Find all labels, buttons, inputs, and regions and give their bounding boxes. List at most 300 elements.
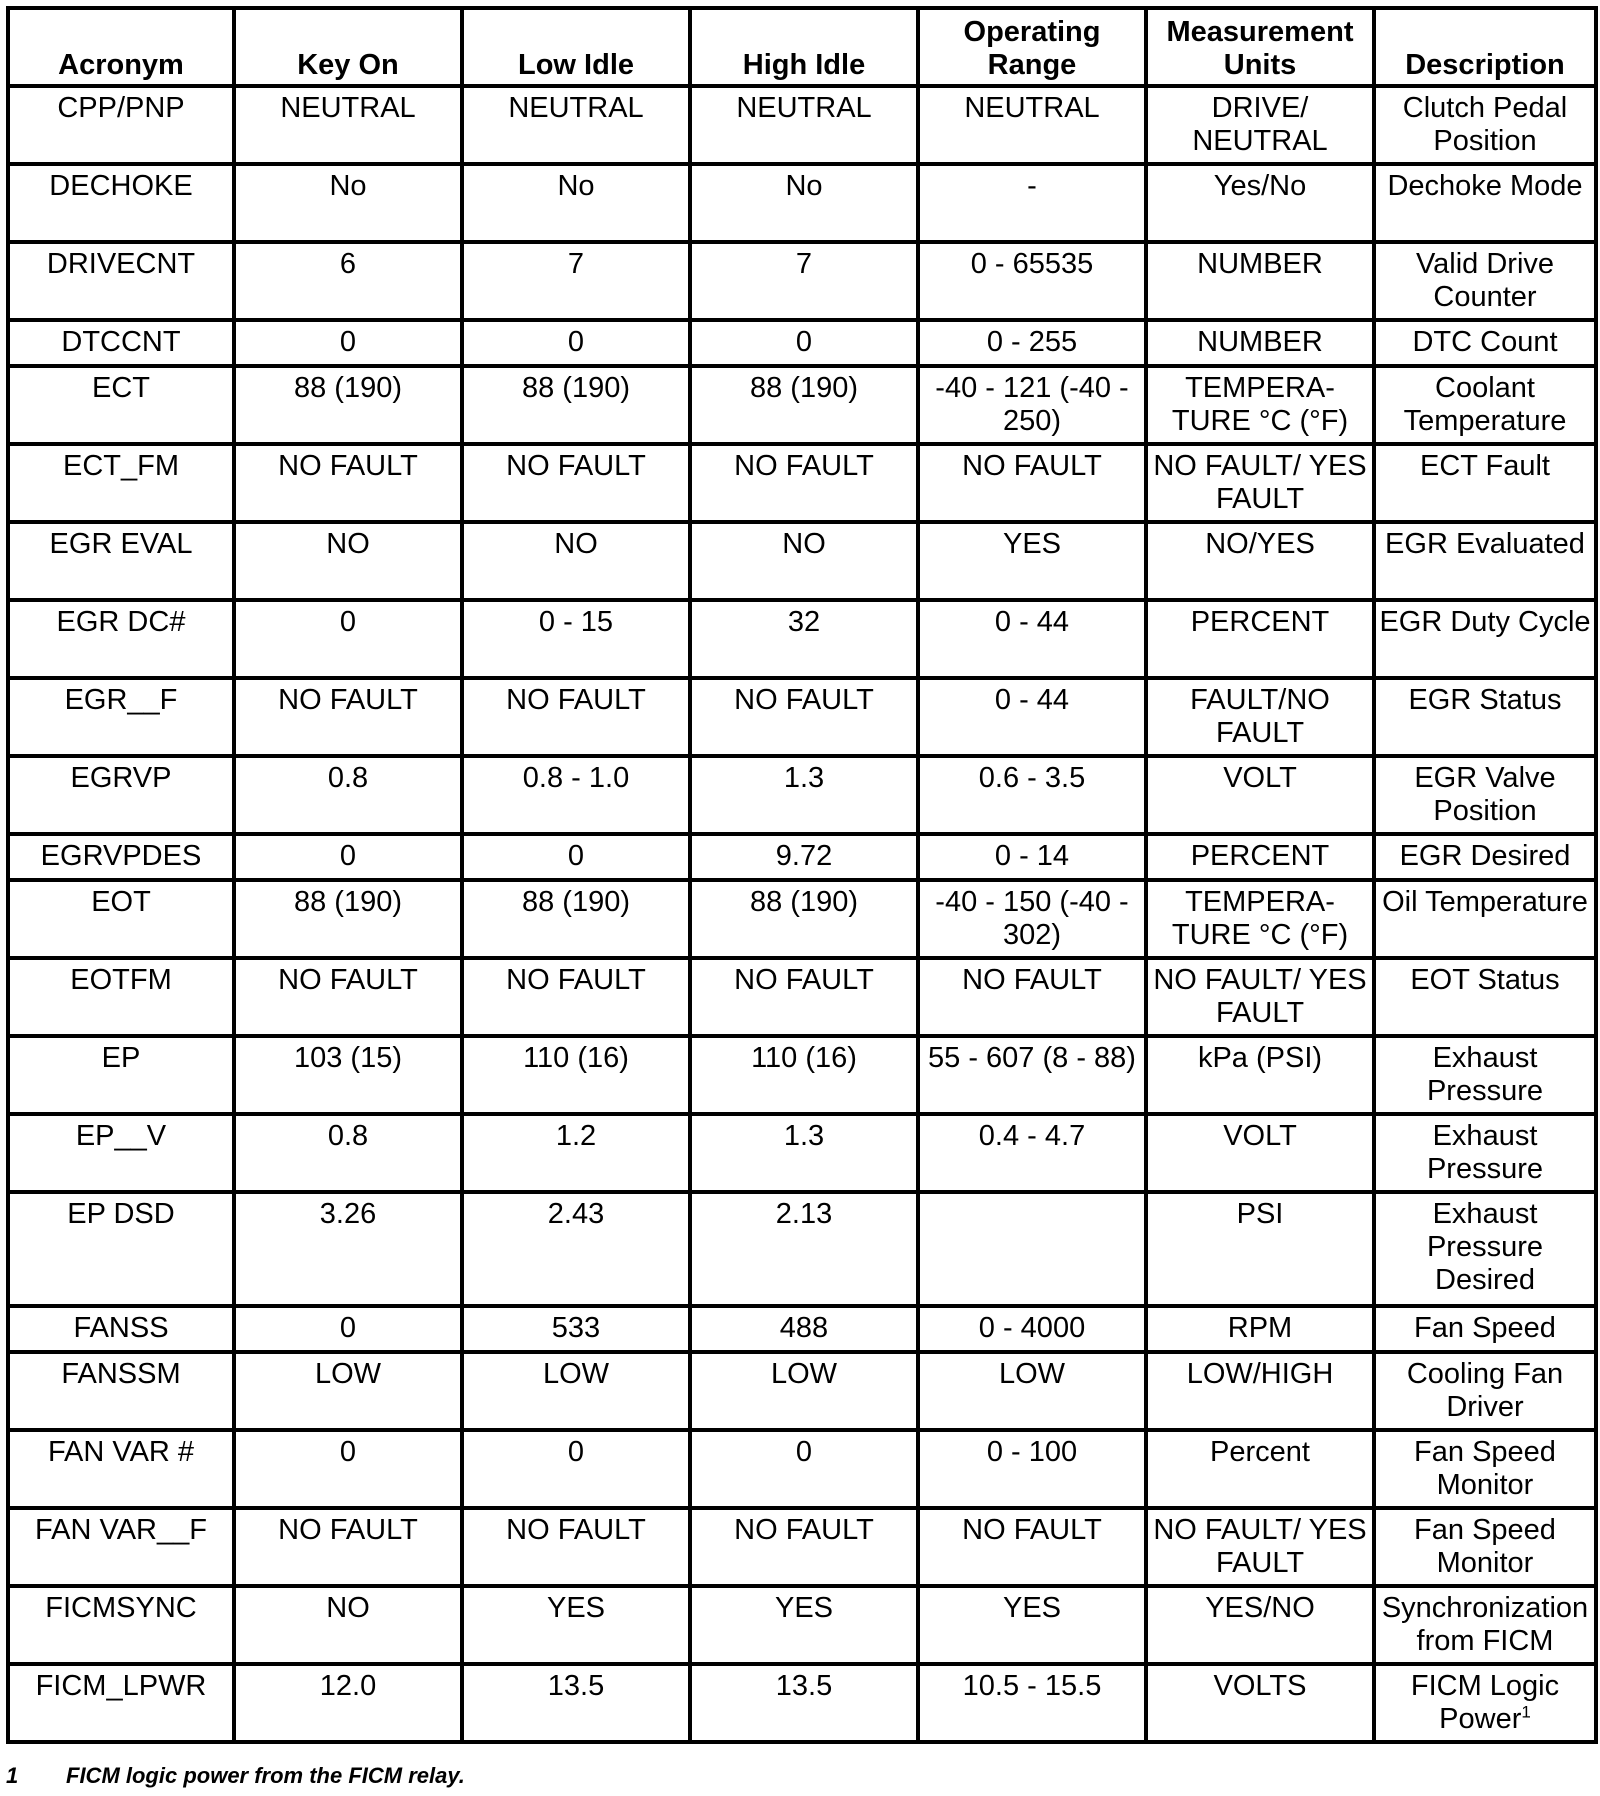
cell-text: EGRVPDES bbox=[40, 840, 202, 872]
cell-description bbox=[1374, 1352, 1596, 1430]
cell-text: NO FAULT/ YES FAULT bbox=[1153, 1514, 1367, 1579]
cell-high-idle bbox=[690, 1664, 918, 1742]
cell-measurement-units bbox=[1146, 958, 1374, 1036]
cell-description bbox=[1374, 1114, 1596, 1192]
cell-text: NO FAULT bbox=[278, 1514, 418, 1546]
cell-text: TEMPERA- TURE °C (°F) bbox=[1171, 372, 1349, 437]
cell-high-idle bbox=[690, 834, 918, 880]
cell-key-on bbox=[234, 522, 462, 600]
cell-text: NO bbox=[554, 528, 598, 560]
cell-text: EGR Evaluated bbox=[1385, 528, 1585, 560]
cell-text: 2.43 bbox=[547, 1198, 605, 1230]
cell-low-idle bbox=[462, 522, 690, 600]
cell-high-idle bbox=[690, 1306, 918, 1352]
cell-text: No bbox=[329, 170, 367, 202]
header-row bbox=[8, 8, 1596, 86]
cell-text: NO FAULT bbox=[506, 1514, 646, 1546]
cell-text: Percent bbox=[1210, 1436, 1310, 1468]
cell-measurement-units bbox=[1146, 522, 1374, 600]
cell-text: EGR Desired bbox=[1399, 840, 1571, 872]
cell-text: Synchronization from FICM bbox=[1381, 1592, 1589, 1657]
cell-low-idle bbox=[462, 1352, 690, 1430]
cell-text: EGR Status bbox=[1408, 684, 1562, 716]
cell-text: 0 - 15 bbox=[538, 606, 614, 638]
header-high-idle: High Idle bbox=[690, 8, 918, 86]
cell-measurement-units bbox=[1146, 1114, 1374, 1192]
table-row bbox=[8, 1430, 1596, 1508]
cell-operating-range bbox=[918, 1306, 1146, 1352]
cell-text: YES/NO bbox=[1205, 1592, 1315, 1624]
cell-key-on bbox=[234, 164, 462, 242]
cell-operating-range bbox=[918, 600, 1146, 678]
cell-text: NO FAULT bbox=[506, 684, 646, 716]
cell-high-idle bbox=[690, 164, 918, 242]
cell-low-idle bbox=[462, 242, 690, 320]
cell-measurement-units bbox=[1146, 678, 1374, 756]
cell-description bbox=[1374, 522, 1596, 600]
cell-text: VOLT bbox=[1223, 762, 1297, 794]
cell-acronym bbox=[8, 1664, 234, 1742]
cell-text: NO FAULT bbox=[278, 450, 418, 482]
cell-text: 0 - 100 bbox=[986, 1436, 1078, 1468]
cell-operating-range bbox=[918, 1114, 1146, 1192]
table-row bbox=[8, 600, 1596, 678]
table-row bbox=[8, 1586, 1596, 1664]
header-operating-range: Operating Range bbox=[918, 8, 1146, 86]
cell-description bbox=[1374, 756, 1596, 834]
cell-key-on bbox=[234, 834, 462, 880]
cell-text: PERCENT bbox=[1190, 606, 1330, 638]
cell-text: 0.8 bbox=[327, 762, 369, 794]
cell-text: NO FAULT bbox=[278, 684, 418, 716]
cell-text: EGR Duty Cycle bbox=[1379, 606, 1591, 638]
cell-text: Fan Speed Monitor bbox=[1414, 1514, 1556, 1579]
cell-text: YES bbox=[1002, 528, 1062, 560]
cell-text: LOW bbox=[542, 1358, 610, 1390]
cell-high-idle bbox=[690, 678, 918, 756]
cell-high-idle bbox=[690, 1430, 918, 1508]
cell-key-on bbox=[234, 1192, 462, 1306]
cell-text: YES bbox=[774, 1592, 834, 1624]
cell-text: ECT Fault bbox=[1419, 450, 1550, 482]
cell-key-on bbox=[234, 756, 462, 834]
cell-acronym bbox=[8, 880, 234, 958]
cell-text: 0 - 14 bbox=[994, 840, 1070, 872]
cell-operating-range bbox=[918, 164, 1146, 242]
table-row bbox=[8, 1114, 1596, 1192]
cell-text: 1.2 bbox=[555, 1120, 597, 1152]
cell-measurement-units bbox=[1146, 164, 1374, 242]
cell-acronym bbox=[8, 1306, 234, 1352]
cell-text: -40 - 150 (-40 - 302) bbox=[935, 886, 1129, 951]
cell-low-idle bbox=[462, 1508, 690, 1586]
cell-acronym bbox=[8, 1508, 234, 1586]
cell-measurement-units bbox=[1146, 1306, 1374, 1352]
cell-text: 0 bbox=[339, 1436, 357, 1468]
cell-measurement-units bbox=[1146, 242, 1374, 320]
cell-measurement-units bbox=[1146, 756, 1374, 834]
cell-measurement-units bbox=[1146, 600, 1374, 678]
cell-text: EOT Status bbox=[1410, 964, 1560, 996]
cell-text: -40 - 121 (-40 - 250) bbox=[935, 372, 1129, 437]
cell-text: EP bbox=[101, 1042, 141, 1074]
cell-operating-range bbox=[918, 1036, 1146, 1114]
cell-text: 10.5 - 15.5 bbox=[962, 1670, 1102, 1702]
cell-low-idle bbox=[462, 1306, 690, 1352]
cell-description bbox=[1374, 1508, 1596, 1586]
cell-measurement-units bbox=[1146, 86, 1374, 164]
cell-text: 0.8 bbox=[327, 1120, 369, 1152]
header-description: Description bbox=[1374, 8, 1596, 86]
cell-acronym bbox=[8, 1192, 234, 1306]
cell-text: NEUTRAL bbox=[736, 92, 872, 124]
cell-text: NO FAULT bbox=[506, 450, 646, 482]
cell-low-idle bbox=[462, 756, 690, 834]
cell-text: 7 bbox=[567, 248, 585, 280]
cell-text: 0.6 - 3.5 bbox=[978, 762, 1086, 794]
cell-acronym bbox=[8, 756, 234, 834]
cell-key-on bbox=[234, 1508, 462, 1586]
table-body bbox=[8, 86, 1596, 1742]
cell-description bbox=[1374, 1664, 1596, 1742]
cell-text: 0 bbox=[567, 1436, 585, 1468]
cell-acronym bbox=[8, 958, 234, 1036]
cell-text: Exhaust Pressure bbox=[1426, 1042, 1544, 1107]
cell-high-idle bbox=[690, 86, 918, 164]
cell-text: NUMBER bbox=[1197, 248, 1323, 280]
cell-acronym bbox=[8, 678, 234, 756]
cell-acronym bbox=[8, 522, 234, 600]
cell-high-idle bbox=[690, 242, 918, 320]
footnote-text: FICM logic power from the FICM relay. bbox=[66, 1763, 465, 1788]
cell-description bbox=[1374, 880, 1596, 958]
cell-description bbox=[1374, 242, 1596, 320]
cell-text: NO FAULT bbox=[734, 1514, 874, 1546]
cell-text: Exhaust Pressure bbox=[1426, 1120, 1544, 1185]
cell-operating-range bbox=[918, 366, 1146, 444]
header-low-idle: Low Idle bbox=[462, 8, 690, 86]
cell-text: 0 bbox=[567, 840, 585, 872]
cell-text: 0.8 - 1.0 bbox=[522, 762, 630, 794]
cell-high-idle bbox=[690, 522, 918, 600]
table-row bbox=[8, 834, 1596, 880]
cell-operating-range bbox=[918, 522, 1146, 600]
cell-text: PSI bbox=[1236, 1198, 1284, 1230]
cell-text: Coolant Temperature bbox=[1403, 372, 1567, 437]
cell-text: 88 (190) bbox=[293, 372, 402, 404]
cell-text: NO FAULT/ YES FAULT bbox=[1153, 450, 1367, 515]
table-row bbox=[8, 1306, 1596, 1352]
cell-operating-range bbox=[918, 756, 1146, 834]
cell-operating-range bbox=[918, 678, 1146, 756]
cell-text: LOW bbox=[314, 1358, 382, 1390]
cell-high-idle bbox=[690, 1192, 918, 1306]
cell-low-idle bbox=[462, 1586, 690, 1664]
cell-acronym bbox=[8, 1114, 234, 1192]
cell-text: 88 (190) bbox=[749, 886, 858, 918]
cell-description bbox=[1374, 366, 1596, 444]
cell-text: 0 - 44 bbox=[994, 684, 1070, 716]
cell-text: Valid Drive Counter bbox=[1415, 248, 1555, 313]
cell-key-on bbox=[234, 1306, 462, 1352]
cell-description bbox=[1374, 444, 1596, 522]
cell-low-idle bbox=[462, 1114, 690, 1192]
cell-text: Cooling Fan Driver bbox=[1406, 1358, 1564, 1423]
cell-acronym bbox=[8, 320, 234, 366]
cell-operating-range bbox=[918, 834, 1146, 880]
cell-text: Fan Speed Monitor bbox=[1414, 1436, 1556, 1501]
cell-high-idle bbox=[690, 1114, 918, 1192]
cell-text: 9.72 bbox=[775, 840, 833, 872]
cell-low-idle bbox=[462, 1036, 690, 1114]
cell-text: EOTFM bbox=[70, 964, 172, 996]
cell-low-idle bbox=[462, 320, 690, 366]
cell-text: Clutch Pedal Position bbox=[1402, 92, 1568, 157]
cell-text: - bbox=[1027, 170, 1037, 202]
cell-text: 88 (190) bbox=[749, 372, 858, 404]
cell-measurement-units bbox=[1146, 1352, 1374, 1430]
cell-text: DECHOKE bbox=[49, 170, 193, 202]
cell-text: YES bbox=[1002, 1592, 1062, 1624]
cell-text: 0 - 255 bbox=[986, 326, 1078, 358]
cell-text: Oil Temperature bbox=[1382, 886, 1588, 918]
header-key-on: Key On bbox=[234, 8, 462, 86]
cell-operating-range bbox=[918, 1430, 1146, 1508]
cell-high-idle bbox=[690, 600, 918, 678]
table-row bbox=[8, 164, 1596, 242]
header-acronym: Acronym bbox=[8, 8, 234, 86]
cell-text: Fan Speed bbox=[1414, 1312, 1556, 1344]
cell-text: 0 bbox=[339, 840, 357, 872]
cell-text: Dechoke Mode bbox=[1387, 170, 1583, 202]
table-row bbox=[8, 880, 1596, 958]
cell-acronym bbox=[8, 600, 234, 678]
cell-text: 6 bbox=[339, 248, 357, 280]
cell-high-idle bbox=[690, 320, 918, 366]
cell-description bbox=[1374, 958, 1596, 1036]
cell-text: EP__V bbox=[75, 1120, 167, 1152]
cell-text: RPM bbox=[1227, 1312, 1293, 1344]
cell-description bbox=[1374, 1306, 1596, 1352]
cell-measurement-units bbox=[1146, 1192, 1374, 1306]
table-row bbox=[8, 958, 1596, 1036]
cell-text: EP DSD bbox=[67, 1198, 175, 1230]
cell-low-idle bbox=[462, 834, 690, 880]
cell-low-idle bbox=[462, 880, 690, 958]
cell-text: 488 bbox=[779, 1312, 829, 1344]
cell-text: 0 - 4000 bbox=[978, 1312, 1086, 1344]
cell-description bbox=[1374, 164, 1596, 242]
cell-key-on bbox=[234, 958, 462, 1036]
header-measurement-units: Measurement Units bbox=[1146, 8, 1374, 86]
cell-operating-range bbox=[918, 444, 1146, 522]
cell-text: DRIVECNT bbox=[46, 248, 196, 280]
cell-text: ECT_FM bbox=[63, 450, 179, 482]
cell-key-on bbox=[234, 242, 462, 320]
pid-data-table bbox=[6, 6, 1598, 1744]
cell-low-idle bbox=[462, 1192, 690, 1306]
cell-high-idle bbox=[690, 1586, 918, 1664]
cell-acronym bbox=[8, 86, 234, 164]
cell-text: EGR DC# bbox=[56, 606, 186, 638]
cell-text: NO FAULT bbox=[734, 450, 874, 482]
cell-text: NO FAULT bbox=[962, 450, 1102, 482]
cell-text: 88 (190) bbox=[521, 886, 630, 918]
cell-operating-range bbox=[918, 1352, 1146, 1430]
cell-text: 12.0 bbox=[319, 1670, 377, 1702]
cell-description bbox=[1374, 1192, 1596, 1306]
table-row bbox=[8, 678, 1596, 756]
cell-acronym bbox=[8, 1036, 234, 1114]
cell-operating-range bbox=[918, 320, 1146, 366]
cell-text: FANSSM bbox=[61, 1358, 181, 1390]
cell-text: DTC Count bbox=[1412, 326, 1558, 358]
cell-text: NO FAULT bbox=[734, 684, 874, 716]
table-row bbox=[8, 1352, 1596, 1430]
cell-text: FAN VAR__F bbox=[35, 1514, 207, 1546]
table-row bbox=[8, 242, 1596, 320]
cell-text: No bbox=[557, 170, 595, 202]
cell-text: 0 bbox=[339, 606, 357, 638]
table-row bbox=[8, 86, 1596, 164]
cell-low-idle bbox=[462, 164, 690, 242]
cell-acronym bbox=[8, 1430, 234, 1508]
cell-description bbox=[1374, 834, 1596, 880]
cell-text: 13.5 bbox=[775, 1670, 833, 1702]
cell-operating-range bbox=[918, 86, 1146, 164]
cell-text: Exhaust Pressure Desired bbox=[1426, 1198, 1544, 1296]
cell-text: 13.5 bbox=[547, 1670, 605, 1702]
cell-text: 0 - 44 bbox=[994, 606, 1070, 638]
cell-low-idle bbox=[462, 1664, 690, 1742]
cell-acronym bbox=[8, 366, 234, 444]
cell-text: NEUTRAL bbox=[280, 92, 416, 124]
cell-measurement-units bbox=[1146, 834, 1374, 880]
cell-text: CPP/PNP bbox=[57, 92, 185, 124]
cell-text: FICM Logic Power bbox=[1410, 1670, 1560, 1735]
cell-measurement-units bbox=[1146, 1508, 1374, 1586]
cell-measurement-units bbox=[1146, 444, 1374, 522]
cell-low-idle bbox=[462, 366, 690, 444]
cell-text: 32 bbox=[787, 606, 821, 638]
table-row bbox=[8, 756, 1596, 834]
cell-operating-range bbox=[918, 958, 1146, 1036]
cell-text: LOW bbox=[770, 1358, 838, 1390]
cell-description bbox=[1374, 1586, 1596, 1664]
cell-text: DTCCNT bbox=[61, 326, 181, 358]
cell-key-on bbox=[234, 1664, 462, 1742]
cell-measurement-units bbox=[1146, 880, 1374, 958]
cell-text: 1.3 bbox=[783, 762, 825, 794]
cell-text: ECT bbox=[92, 372, 150, 404]
cell-text: FAULT/NO FAULT bbox=[1190, 684, 1330, 749]
cell-text: DRIVE/ NEUTRAL bbox=[1192, 92, 1328, 157]
cell-acronym bbox=[8, 834, 234, 880]
table-row bbox=[8, 1036, 1596, 1114]
table-row bbox=[8, 444, 1596, 522]
cell-text: LOW bbox=[998, 1358, 1066, 1390]
cell-low-idle bbox=[462, 444, 690, 522]
footnote bbox=[6, 1763, 465, 1789]
cell-text: NO/YES bbox=[1205, 528, 1315, 560]
cell-text: 110 (16) bbox=[523, 1042, 629, 1074]
cell-acronym bbox=[8, 242, 234, 320]
cell-text: FICM_LPWR bbox=[35, 1670, 207, 1702]
cell-description bbox=[1374, 1430, 1596, 1508]
cell-high-idle bbox=[690, 756, 918, 834]
cell-text: LOW/HIGH bbox=[1186, 1358, 1334, 1390]
cell-text: NO FAULT bbox=[278, 964, 418, 996]
cell-operating-range bbox=[918, 1586, 1146, 1664]
cell-text: NEUTRAL bbox=[508, 92, 644, 124]
cell-operating-range bbox=[918, 1192, 1146, 1306]
cell-key-on bbox=[234, 320, 462, 366]
cell-key-on bbox=[234, 1036, 462, 1114]
cell-text: NO FAULT/ YES FAULT bbox=[1153, 964, 1367, 1029]
cell-text: NO FAULT bbox=[734, 964, 874, 996]
cell-text: 533 bbox=[551, 1312, 601, 1344]
cell-key-on bbox=[234, 678, 462, 756]
cell-low-idle bbox=[462, 678, 690, 756]
cell-key-on bbox=[234, 880, 462, 958]
cell-text: EGR EVAL bbox=[49, 528, 193, 560]
cell-acronym bbox=[8, 1352, 234, 1430]
cell-text: 110 (16) bbox=[751, 1042, 857, 1074]
cell-text: EGR__F bbox=[64, 684, 178, 716]
cell-text: 88 (190) bbox=[521, 372, 630, 404]
cell-text: NUMBER bbox=[1197, 326, 1323, 358]
cell-text: EOT bbox=[91, 886, 151, 918]
cell-low-idle bbox=[462, 600, 690, 678]
cell-text: 2.13 bbox=[775, 1198, 833, 1230]
cell-text: EGR Valve Position bbox=[1414, 762, 1556, 827]
table-row bbox=[8, 320, 1596, 366]
cell-text: 0 bbox=[339, 1312, 357, 1344]
cell-text: kPa (PSI) bbox=[1197, 1042, 1323, 1074]
cell-high-idle bbox=[690, 1352, 918, 1430]
cell-text: YES bbox=[546, 1592, 606, 1624]
cell-description bbox=[1374, 678, 1596, 756]
cell-text: 0 bbox=[567, 326, 585, 358]
pid-table-container bbox=[6, 6, 1598, 1744]
cell-key-on bbox=[234, 444, 462, 522]
cell-key-on bbox=[234, 1586, 462, 1664]
table-row bbox=[8, 1664, 1596, 1742]
cell-text: PERCENT bbox=[1190, 840, 1330, 872]
cell-measurement-units bbox=[1146, 1664, 1374, 1742]
cell-text: 0.4 - 4.7 bbox=[978, 1120, 1086, 1152]
cell-key-on bbox=[234, 1114, 462, 1192]
cell-measurement-units bbox=[1146, 1430, 1374, 1508]
table-row bbox=[8, 522, 1596, 600]
cell-text: 0 - 65535 bbox=[970, 248, 1094, 280]
cell-text: TEMPERA- TURE °C (°F) bbox=[1171, 886, 1349, 951]
cell-text: NO FAULT bbox=[962, 1514, 1102, 1546]
cell-text: NO FAULT bbox=[506, 964, 646, 996]
cell-text: FICMSYNC bbox=[45, 1592, 197, 1624]
cell-key-on bbox=[234, 1352, 462, 1430]
cell-text: VOLT bbox=[1223, 1120, 1297, 1152]
cell-high-idle bbox=[690, 1036, 918, 1114]
cell-description bbox=[1374, 1036, 1596, 1114]
cell-low-idle bbox=[462, 86, 690, 164]
cell-text: 55 - 607 (8 - 88) bbox=[928, 1042, 1136, 1074]
footnote-marker: 1 bbox=[1521, 1702, 1531, 1722]
table-row bbox=[8, 366, 1596, 444]
cell-key-on bbox=[234, 600, 462, 678]
cell-description bbox=[1374, 86, 1596, 164]
cell-high-idle bbox=[690, 444, 918, 522]
